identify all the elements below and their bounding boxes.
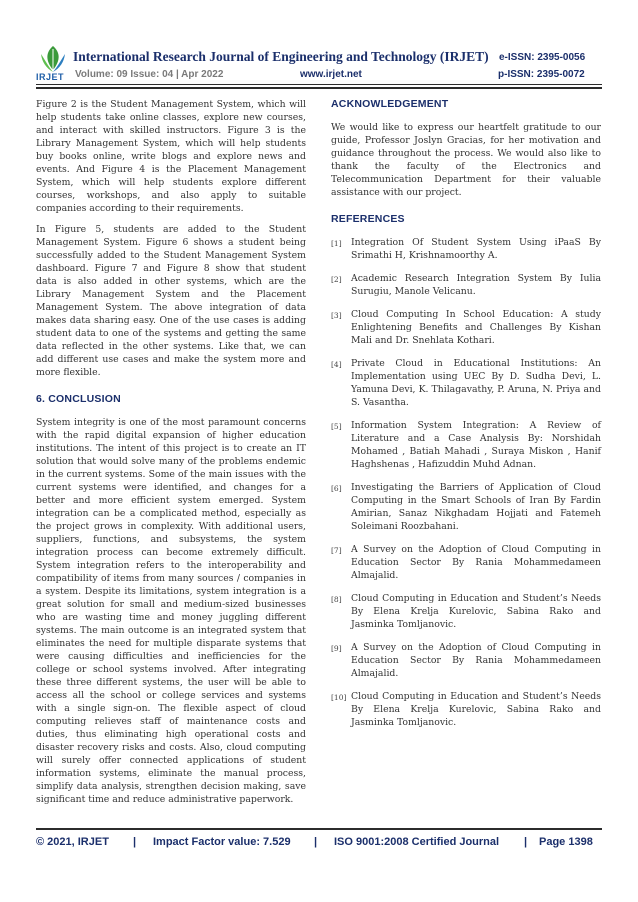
- reference-item: [331, 592, 601, 631]
- reference-item: [331, 481, 601, 533]
- reference-number: [3]: [331, 311, 342, 320]
- reference-item: [331, 357, 601, 409]
- reference-number: [6]: [331, 484, 342, 493]
- reference-text: A Survey on the Adoption of Cloud Computing in Education Sector By Rania Mohammedameen Almajalid.: [351, 544, 601, 581]
- reference-text: Private Cloud in Educational Institutions: An Implementation using UEC By D. Sudha Devi, L. Yamuna Devi, K. Thilagavathy, P. Aruna, N. Priya and S. Vasantha.: [351, 358, 601, 408]
- reference-text: Cloud Computing in Education and Student’s Needs By Elena Krelja Kurelovic, Sabina Rako and Jasminka Tomljanovic.: [351, 691, 601, 728]
- reference-item: [331, 641, 601, 680]
- footer-divider: [36, 828, 602, 830]
- reference-number: [8]: [331, 595, 342, 604]
- reference-number: [1]: [331, 239, 342, 248]
- reference-item: [331, 543, 601, 582]
- footer-separator: |: [133, 836, 137, 848]
- conclusion-paragraph: System integrity is one of the most paramount concerns with the rapid digital expansion of higher education institutions. The intent of this project is to create an IT solution that would solve many of the problems endemic in the current systems. Some of the main issues with the current systems were identified, and changes for a better and more efficient system emerged. System integration can be a complicated method, especially as the project grows in complexity. With additional users, suppliers, functions, and subsystems, the system integration process can become extremely difficult. System integration refers to the interoperability and compatibility of items from many sources / companies in a system. Despite its limitations, system integration is a great solution for small and medium-sized businesses who are wasting time and money juggling different systems. The main outcome is an integrated system that eliminates the need for multiple disparate systems that were causing difficulties and inefficiencies for the college or school systems involved. After integrating these three different systems, the user will be able to access all the school or college services and systems with a single sign-on. The flexible aspect of cloud computing relieves staff of maintenance costs and duties, thus eliminating high operational costs and disaster recovery risks and costs. Also, cloud computing will surely offer connected applications of student information systems, eliminate the manual process, simplify data analysis, strengthen decision making, save significant time and reduce administrative paperwork.: [36, 417, 306, 805]
- footer-copyright: © 2021, IRJET: [36, 836, 109, 848]
- website-link[interactable]: www.irjet.net: [300, 69, 362, 80]
- footer-separator: |: [524, 836, 528, 848]
- reference-text: Cloud Computing In School Education: A study Enlightening Benefits and Challenges By Kishan Mali and Dr. Snehlata Kothari.: [351, 309, 601, 346]
- reference-text: A Survey on the Adoption of Cloud Computing in Education Sector By Rania Mohammedameen Almajalid.: [351, 642, 601, 679]
- reference-item: [331, 272, 601, 298]
- logo-text: IRJET: [36, 72, 65, 82]
- footer-separator: |: [314, 836, 318, 848]
- left-column: [36, 98, 306, 814]
- body-paragraph-1: Figure 2 is the Student Management System, which will help students take online classes, explore new courses, and interact with skilled instructors. Figure 3 is the Library Management System, which will help students buy books online, write blogs and explore news and events. And Figure 4 is the Placement Management System, which will help students explore different courses, workshops, and also apply to suitable companies according to their requirements.: [36, 99, 306, 214]
- reference-text: Academic Research Integration System By Iulia Surugiu, Manole Velicanu.: [351, 273, 601, 297]
- references-heading: REFERENCES: [331, 213, 405, 225]
- reference-number: [5]: [331, 422, 342, 431]
- page-header: [0, 0, 638, 86]
- reference-number: [7]: [331, 546, 342, 555]
- reference-text: Information System Integration: A Review of Literature and a Case Analysis By: Norshidah Mohamed , Batiah Mahadi , Suraya Miskon , Hanif Haghshenas , Hafizuddin Muhd Adnan.: [351, 420, 601, 470]
- e-issn: e-ISSN: 2395-0056: [499, 52, 586, 63]
- reference-text: Integration Of Student System Using iPaaS By Srimathi H, Krishnamoorthy A.: [351, 237, 601, 261]
- body-paragraph-2: In Figure 5, students are added to the Student Management System. Figure 6 shows a student being successfully added to the Student Management System dashboard. Figure 7 and Figure 8 show that student data is also added in other systems, which are the Library Management System and the Placement Management System. The above integration of data makes data sharing easy. One of the use cases is adding student data to one of the systems and getting the same data reflected in the other systems. Like that, we can add different use cases and make the system more and more flexible.: [36, 224, 306, 378]
- conclusion-heading: 6. CONCLUSION: [36, 393, 121, 405]
- p-issn: p-ISSN: 2395-0072: [498, 69, 585, 80]
- header-divider-thick: [36, 87, 602, 89]
- reference-number: [9]: [331, 644, 342, 653]
- volume-info: Volume: 09 Issue: 04 | Apr 2022: [75, 69, 224, 80]
- references-list: [331, 236, 601, 729]
- acknowledgement-heading: ACKNOWLEDGEMENT: [331, 98, 449, 110]
- footer-impact-factor: Impact Factor value: 7.529: [153, 836, 291, 848]
- reference-number: [4]: [331, 360, 342, 369]
- acknowledgement-paragraph: We would like to express our heartfelt gratitude to our guide, Professor Joslyn Gracias, for her motivation and guidance throughout the process. We would also like to thank the faculty of the Electronics and Telecommunication Department for their valuable assistance with our project.: [331, 122, 601, 198]
- footer-iso: ISO 9001:2008 Certified Journal: [334, 836, 500, 848]
- reference-number: [10]: [331, 693, 347, 702]
- footer-page-number: Page 1398: [539, 836, 593, 848]
- reference-item: [331, 236, 601, 262]
- reference-text: Cloud Computing in Education and Student’s Needs By Elena Krelja Kurelovic, Sabina Rako and Jasminka Tomljanovic.: [351, 593, 601, 630]
- reference-item: [331, 690, 601, 729]
- right-column: [331, 98, 601, 739]
- reference-text: Investigating the Barriers of Application of Cloud Computing in the Smart Schools of Iran By Fardin Amirian, Sanaz Nikghadam Hojjati and Fatemeh Soleimani Roozbahani.: [351, 482, 601, 532]
- reference-number: [2]: [331, 275, 342, 284]
- header-divider: [36, 84, 602, 85]
- reference-item: [331, 308, 601, 347]
- journal-title: International Research Journal of Engineering and Technology (IRJET): [73, 49, 489, 64]
- reference-item: [331, 419, 601, 471]
